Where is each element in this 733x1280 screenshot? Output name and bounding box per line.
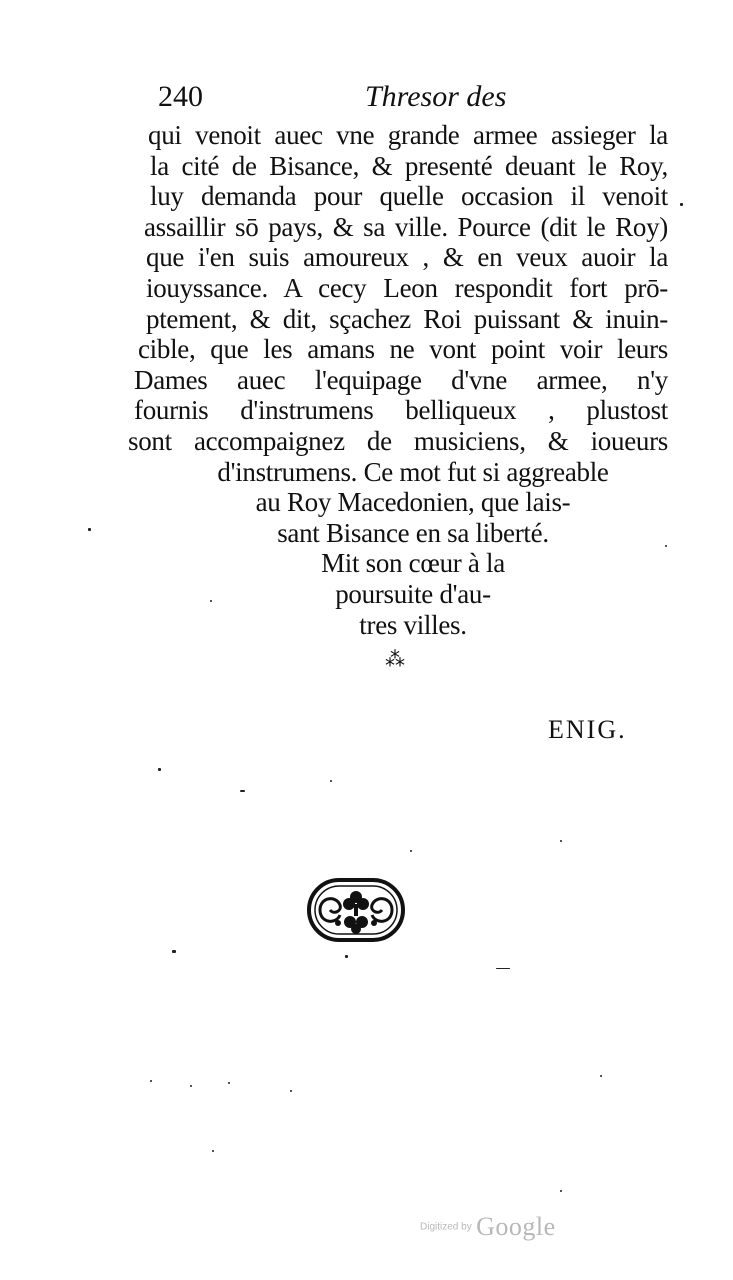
running-title: Thresor des	[365, 80, 507, 113]
text-line: luy demanda pour quelle occasion il venoit	[150, 181, 668, 212]
text-line: Mit son cœur à la	[321, 548, 505, 579]
watermark-prefix: Digitized by	[420, 1221, 472, 1233]
text-line: cible, que les amans ne vont point voir leurs	[138, 334, 668, 365]
text-line: que i'en suis amoureux , & en veux auoir la	[146, 242, 668, 273]
google-logo: Google	[476, 1212, 556, 1241]
catchword: ENIG.	[548, 715, 627, 744]
text-line: qui venoit auec vne grande armee assieger la	[148, 120, 668, 150]
page-header	[150, 80, 670, 120]
text-line: poursuite d'au-	[335, 578, 491, 609]
fleuron-ornament-icon	[306, 877, 406, 943]
text-line: Dames auec l'equipage d'vne armee, n'y	[134, 364, 668, 395]
text-line: au Roy Macedonien, que lais-	[255, 487, 571, 518]
page-number: 240	[158, 80, 203, 113]
text-line: assaillir sō pays, & sa ville. Pource (dit le Roy)	[144, 211, 668, 242]
asterism-ornament: ⁂	[385, 647, 405, 671]
text-line: sont accompaignez de musiciens, & ioueurs	[128, 425, 668, 456]
text-line: d'instrumens. Ce mot fut si aggreable	[217, 456, 609, 487]
body-text	[128, 120, 668, 640]
text-line: sant Bisance en sa liberté.	[277, 517, 549, 548]
text-line: fournis d'instrumens belliqueux , plustost	[134, 395, 668, 426]
text-line: la cité de Bisance, & presenté deuant le Roy,	[150, 150, 668, 181]
text-line: iouyssance. A cecy Leon respondit fort prō-	[146, 272, 668, 303]
text-line: tres villes.	[359, 609, 467, 640]
digitized-by-google-watermark	[420, 1212, 556, 1242]
text-line: ptement, & dit, sçachez Roi puissant & inuin-	[146, 303, 668, 334]
